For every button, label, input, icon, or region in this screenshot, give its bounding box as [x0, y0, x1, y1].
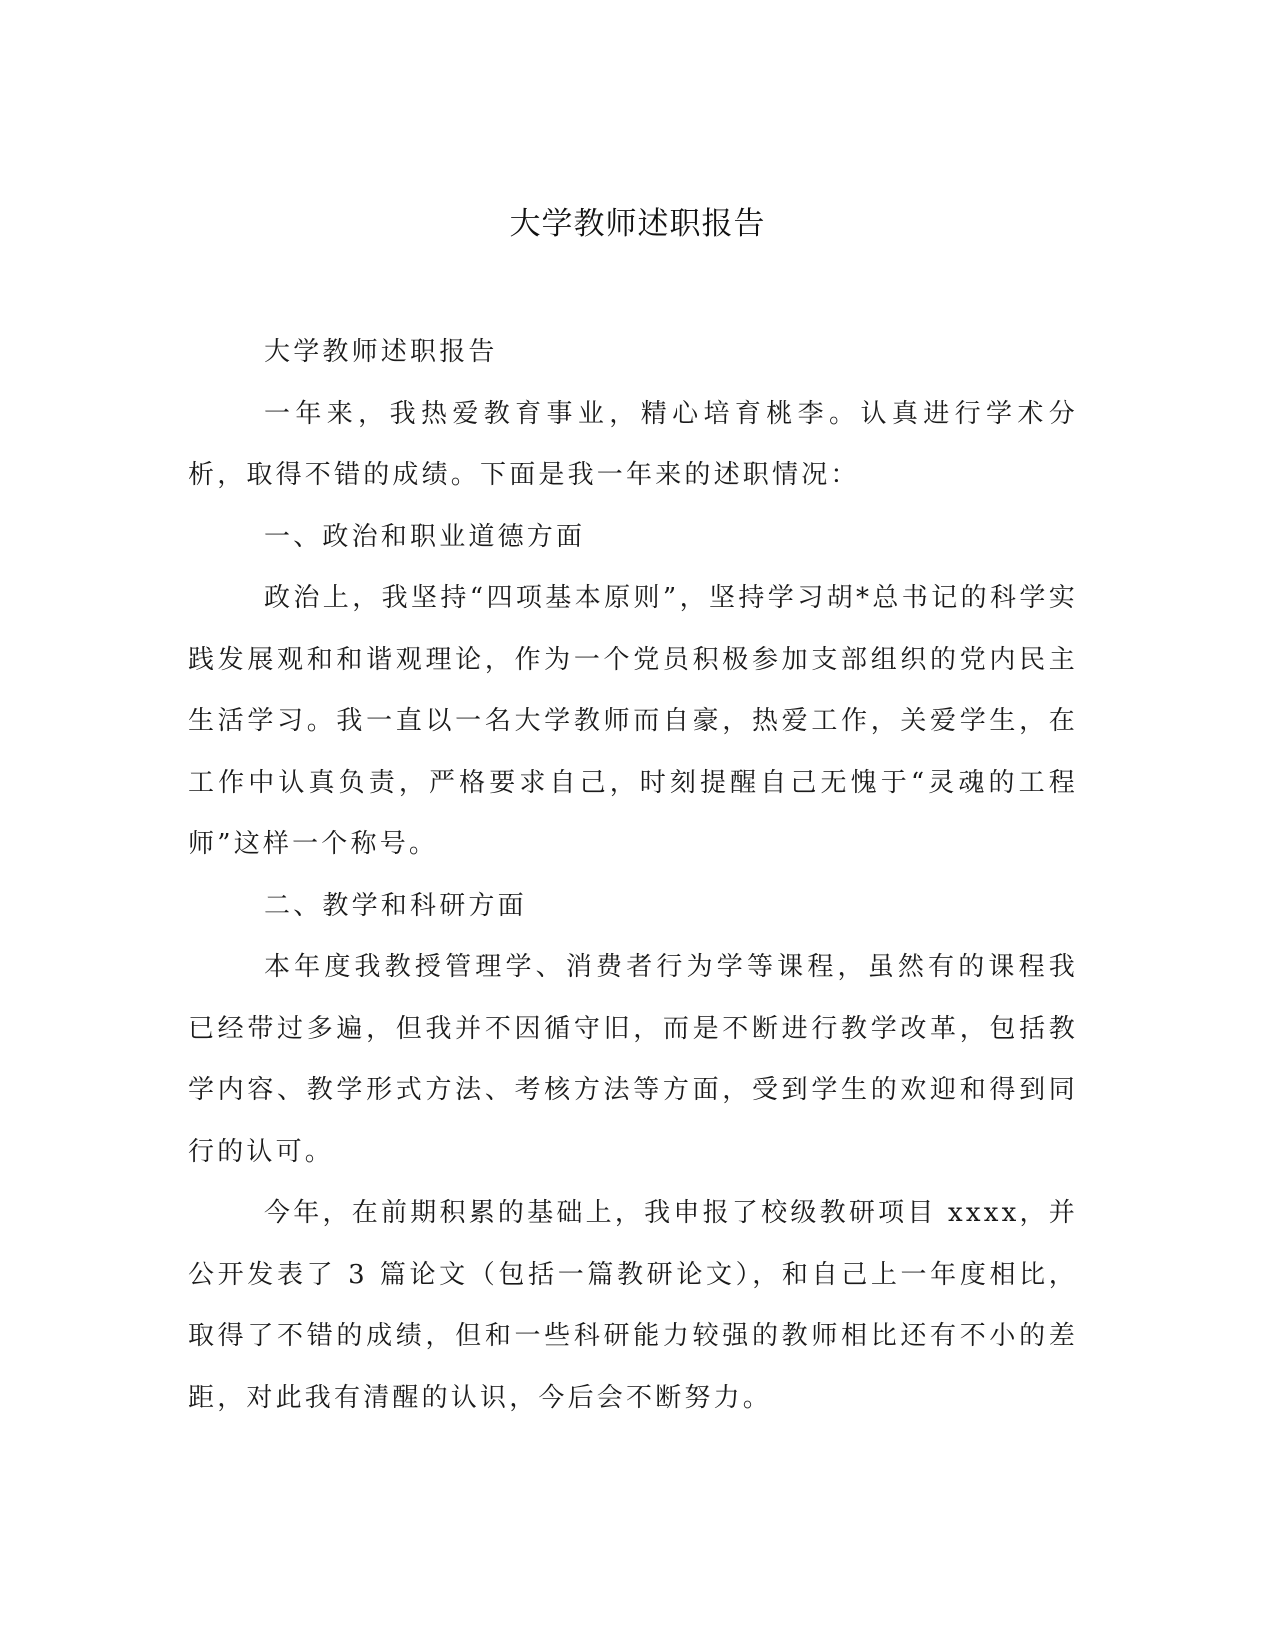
section-heading-politics: 一、政治和职业道德方面 [264, 521, 586, 552]
paragraph-politics: 政治上，我坚持“四项基本原则”，坚持学习胡*总书记的科学实践发展观和和谐观理论，作为一个党员积极参加支部组织的党内民主生活学习。我一直以一名大学教师而自豪，热爱工作，关爱学生，在工作中认真负责，严格要求自己，时刻提醒自己无愧于“灵魂的工程师”这样一个称号。 [188, 583, 1078, 859]
paragraph-intro: 一年来，我热爱教育事业，精心培育桃李。认真进行学术分析，取得不错的成绩。下面是我一年来的述职情况： [188, 398, 1078, 490]
section-heading-teaching: 二、教学和科研方面 [264, 890, 527, 921]
document-body [188, 322, 1078, 1429]
paragraph-research: 今年，在前期积累的基础上，我申报了校级教研项目 xxxx，并公开发表了 3 篇论文（包括一篇教研论文），和自己上一年度相比，取得了不错的成绩，但和一些科研能力较强的教师相比还有不小的差距，对此我有清醒的认识，今后会不断努力。 [188, 1198, 1078, 1413]
paragraph-subtitle: 大学教师述职报告 [264, 337, 498, 367]
document-title: 大学教师述职报告 [509, 206, 766, 242]
paragraph-teaching: 本年度我教授管理学、消费者行为学等课程，虽然有的课程我已经带过多遍，但我并不因循守旧，而是不断进行教学改革，包括教学内容、教学形式方法、考核方法等方面，受到学生的欢迎和得到同行的认可。 [188, 952, 1078, 1167]
